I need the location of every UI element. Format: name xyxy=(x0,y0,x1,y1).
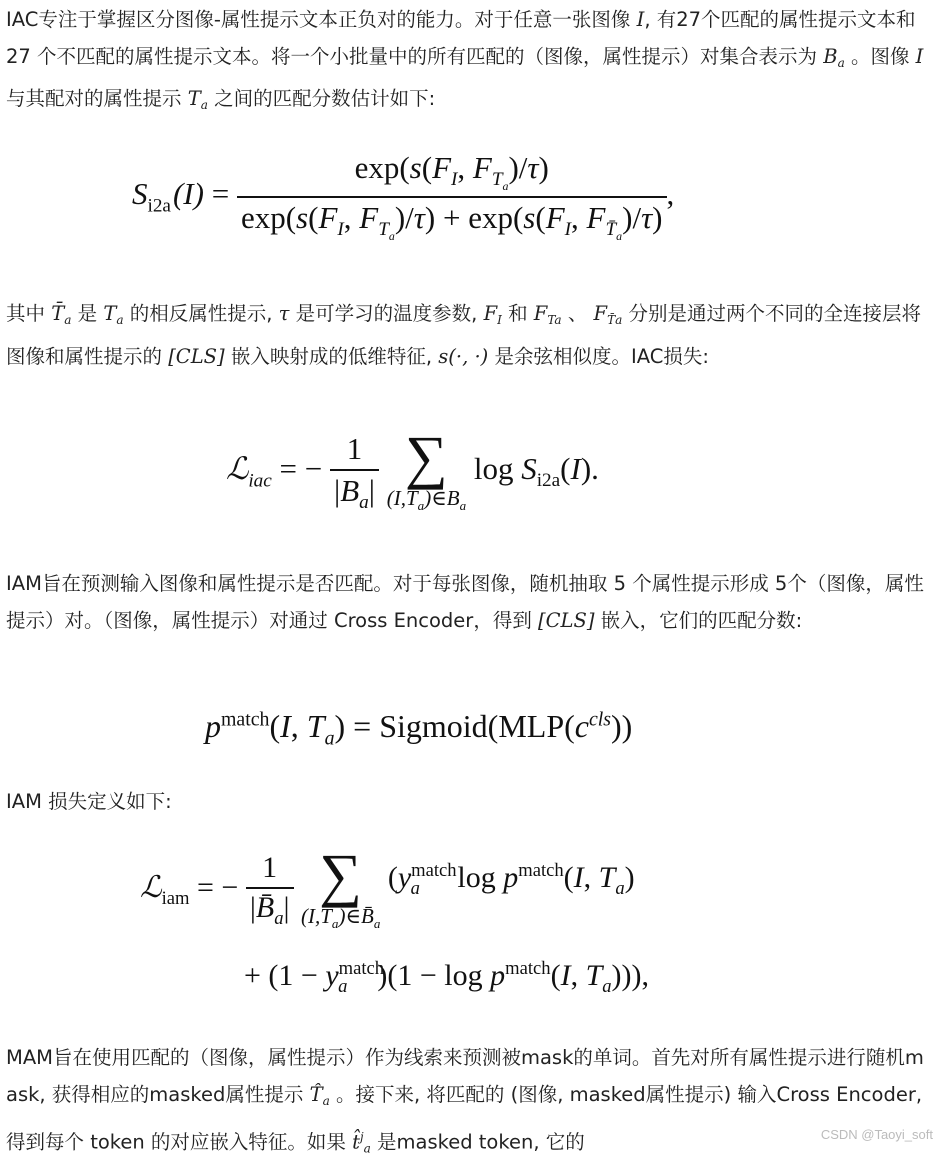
paragraph-3: IAM旨在预测输入图像和属性提示是否匹配。对于每张图像，随机抽取 5 个属性提示形成 5个（图像，属性提示）对。（图像，属性提示）对通过 Cross Encoder，得到 [CLS] 嵌入，它们的匹配分数: xyxy=(6,572,924,632)
equation-iac-loss: ℒ$_{iac}$ = − $\frac{1}{|B_a|}$ ∑ $(I,T_a)\in B_a$ $\log S_{i2a}(I)$. xyxy=(226,424,599,514)
equation-match-probability: $p^{match}(I$, $T_a$) = $Sigmoid(MLP(c^{cls}))$ xyxy=(205,708,633,750)
paragraph-1: IAC专注于掌握区分图像-属性提示文本正负对的能力。对于任意一张图像 I, 有27个匹配的属性提示文本和 27 个不匹配的属性提示文本。将一个小批量中的所有匹配的（图像，属性提示）对集合表示为 $B_a$ 。图像 I 与其配对的属性提示 $T_a$ 之间的匹配分数估计如下: xyxy=(6,8,924,113)
summation: ∑ $(I,T_a)\in B_a$ xyxy=(386,424,467,514)
watermark: CSDN @Taoyi_soft xyxy=(820,1127,933,1142)
equation-iam-loss: ℒ$_{iam}$ = − $\frac{1}{|B̄_a|}$ ∑ $(I,T_a)\in B̄_a$ ($y^{match}_a$ $\log p^{match}(I$, $T_a$) xyxy=(140,842,635,932)
equation-score-i2a: $S_{i2a}(I)$ = $\frac{\exp(s(F_I, F_{T_a})/\tau)}{\exp(s(F_I, F_{T_a})/\tau) + \exp(s(F_I, F_{T̄_a})/\tau)}$ , xyxy=(132,150,675,244)
fraction: $\frac{\exp(s(F_I, F_{T_a})/\tau)}{\exp(s(F_I, F_{T_a})/\tau) + \exp(s(F_I, F_{T̄_a})/\tau)}$ xyxy=(237,150,667,244)
equation-iam-loss-line-2: + ($1 - y^{match}_a$ )($1 - \log p^{match}(I$, $T_a$))), xyxy=(244,958,650,997)
paragraph-2: 其中 $T̄_a$ 是 $T_a$ 的相反属性提示, τ 是可学习的温度参数, $F_I$ 和 $F_{Ta}$ 、 $F_{T̄a}$ 分别是通过两个不同的全连接层将图像和属性提示的 [CLS] 嵌入映射成的低维特征, s(·, ·) 是余弦相似度。IAC损失: xyxy=(6,302,922,368)
paragraph-4: IAM 损失定义如下: xyxy=(6,790,172,813)
summation: ∑ $(I,T_a)\in B̄_a$ xyxy=(301,842,381,932)
paragraph-5: MAM旨在使用匹配的（图像，属性提示）作为线索来预测被mask的单词。首先对所有属性提示进行随机mask, 获得相应的masked属性提示 $T̂_a$ 。接下来, 将匹配的 (图像, masked属性提示) 输入Cross Encoder, 得到每个 token 的对应嵌入特征。如果 t̂$^j_a$ 是masked token, 它的 xyxy=(6,1046,924,1156)
